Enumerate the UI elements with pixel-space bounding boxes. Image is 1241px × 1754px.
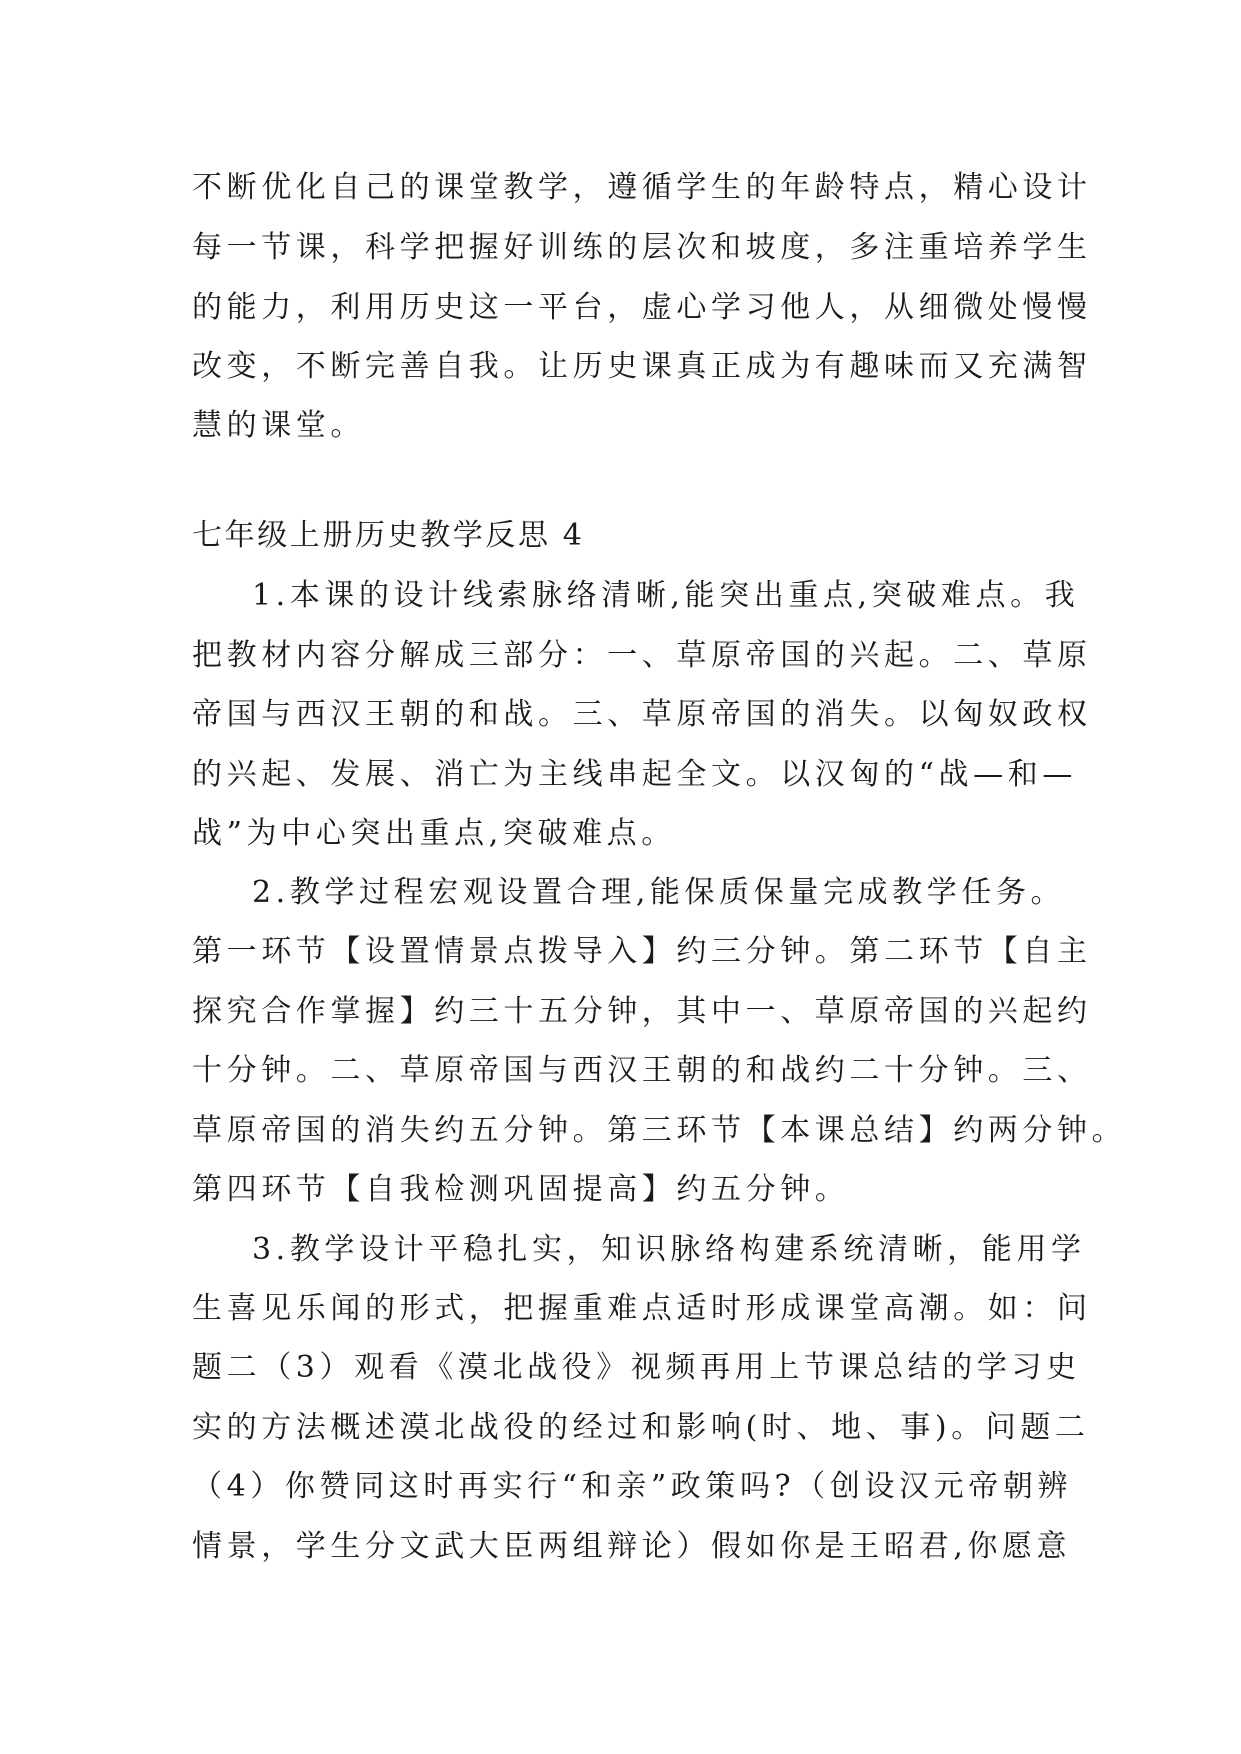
text-line: 十分钟。二、草原帝国与西汉王朝的和战约二十分钟。三、: [192, 1053, 1092, 1088]
text-line: 战”为中心突出重点,突破难点。: [192, 816, 676, 851]
text-line: 慧的课堂。: [192, 408, 365, 443]
text-line: 不断优化自己的课堂教学，遵循学生的年龄特点，精心设计: [192, 170, 1092, 205]
text-line: 题二（3）观看《漠北战役》视频再用上节课总结的学习史: [192, 1350, 1081, 1385]
text-line: 生喜见乐闻的形式，把握重难点适时形成课堂高潮。如：问: [192, 1291, 1092, 1326]
text-line: 2.教学过程宏观设置合理,能保质保量完成教学任务。: [252, 875, 1066, 910]
text-line: 每一节课，科学把握好训练的层次和坡度，多注重培养学生: [192, 230, 1092, 265]
section-heading: 七年级上册历史教学反思 4: [192, 518, 585, 553]
text-line: （4）你赞同这时再实行“和亲”政策吗?（创设汉元帝朝辨: [192, 1469, 1073, 1504]
text-line: 帝国与西汉王朝的和战。三、草原帝国的消失。以匈奴政权: [192, 697, 1092, 732]
text-line: 3.教学设计平稳扎实，知识脉络构建系统清晰，能用学: [252, 1232, 1086, 1267]
text-line: 改变，不断完善自我。让历史课真正成为有趣味而又充满智: [192, 349, 1092, 384]
text-line: 草原帝国的消失约五分钟。第三环节【本课总结】约两分钟。: [192, 1113, 1127, 1148]
text-line: 把教材内容分解成三部分：一、草原帝国的兴起。二、草原: [192, 638, 1092, 673]
text-line: 第四环节【自我检测巩固提高】约五分钟。: [192, 1172, 850, 1207]
text-line: 的能力，利用历史这一平台，虚心学习他人，从细微处慢慢: [192, 290, 1092, 325]
text-line: 探究合作掌握】约三十五分钟，其中一、草原帝国的兴起约: [192, 994, 1092, 1029]
text-line: 的兴起、发展、消亡为主线串起全文。以汉匈的“战—和—: [192, 757, 1077, 792]
text-line: 实的方法概述漠北战役的经过和影响(时、地、事)。问题二: [192, 1410, 1090, 1445]
text-line: 情景，学生分文武大臣两组辩论）假如你是王昭君,你愿意: [192, 1529, 1072, 1564]
text-line: 1.本课的设计线索脉络清晰,能突出重点,突破难点。我: [252, 578, 1080, 613]
text-line: 第一环节【设置情景点拨导入】约三分钟。第二环节【自主: [192, 934, 1092, 969]
